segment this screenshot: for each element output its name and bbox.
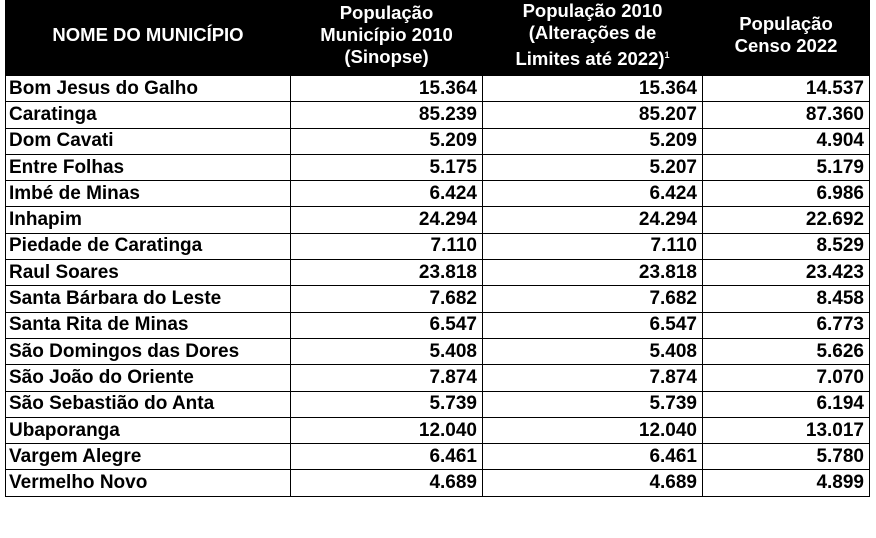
cell-censo2022: 6.773 <box>703 312 870 338</box>
cell-censo2022: 6.986 <box>703 181 870 207</box>
cell-pop2010-sinopse: 5.408 <box>291 338 483 364</box>
table-header <box>6 0 870 76</box>
header-line: (Alterações de <box>528 21 657 43</box>
cell-pop2010-sinopse: 7.110 <box>291 233 483 259</box>
header-line-with-footnote <box>487 44 698 70</box>
cell-censo2022: 7.070 <box>703 365 870 391</box>
cell-censo2022: 5.780 <box>703 444 870 470</box>
cell-pop2010-sinopse: 6.461 <box>291 444 483 470</box>
cell-municipio: Bom Jesus do Galho <box>6 76 291 102</box>
header-municipio-label: NOME DO MUNICÍPIO <box>52 24 244 45</box>
cell-municipio: Raul Soares <box>6 260 291 286</box>
table-row <box>6 417 870 443</box>
header-pop2010-sinopse <box>291 0 483 76</box>
cell-pop2010-alteracoes: 12.040 <box>483 417 703 443</box>
header-line: Município 2010 <box>320 24 453 45</box>
cell-pop2010-alteracoes: 4.689 <box>483 470 703 496</box>
cell-pop2010-sinopse: 23.818 <box>291 260 483 286</box>
cell-pop2010-alteracoes: 5.207 <box>483 154 703 180</box>
cell-municipio: São Sebastião do Anta <box>6 391 291 417</box>
cell-censo2022: 4.904 <box>703 128 870 154</box>
header-pop2010-alteracoes <box>483 0 703 76</box>
cell-censo2022: 13.017 <box>703 417 870 443</box>
header-line: População <box>339 2 434 23</box>
cell-municipio: Entre Folhas <box>6 154 291 180</box>
cell-pop2010-sinopse: 15.364 <box>291 76 483 102</box>
table-row <box>6 260 870 286</box>
cell-pop2010-alteracoes: 24.294 <box>483 207 703 233</box>
cell-pop2010-alteracoes: 5.408 <box>483 338 703 364</box>
header-line: (Sinopse) <box>344 46 429 67</box>
table-row <box>6 365 870 391</box>
cell-municipio: Santa Bárbara do Leste <box>6 286 291 312</box>
cell-pop2010-alteracoes: 23.818 <box>483 260 703 286</box>
cell-censo2022: 14.537 <box>703 76 870 102</box>
cell-pop2010-sinopse: 6.424 <box>291 181 483 207</box>
header-line-text: Limites até 2022) <box>515 48 665 70</box>
cell-censo2022: 8.458 <box>703 286 870 312</box>
cell-pop2010-alteracoes: 7.682 <box>483 286 703 312</box>
cell-municipio: Ubaporanga <box>6 417 291 443</box>
table-row <box>6 76 870 102</box>
cell-municipio: Vermelho Novo <box>6 470 291 496</box>
cell-pop2010-sinopse: 7.682 <box>291 286 483 312</box>
header-row <box>6 0 870 76</box>
cell-municipio: Dom Cavati <box>6 128 291 154</box>
table-row <box>6 312 870 338</box>
cell-municipio: Piedade de Caratinga <box>6 233 291 259</box>
cell-pop2010-alteracoes: 5.739 <box>483 391 703 417</box>
cell-pop2010-alteracoes: 85.207 <box>483 102 703 128</box>
cell-pop2010-sinopse: 24.294 <box>291 207 483 233</box>
table-row <box>6 391 870 417</box>
cell-pop2010-sinopse: 12.040 <box>291 417 483 443</box>
table-row <box>6 128 870 154</box>
cell-municipio: São João do Oriente <box>6 365 291 391</box>
cell-pop2010-alteracoes: 6.424 <box>483 181 703 207</box>
cell-pop2010-alteracoes: 15.364 <box>483 76 703 102</box>
cell-censo2022: 87.360 <box>703 102 870 128</box>
table-row <box>6 181 870 207</box>
cell-pop2010-sinopse: 4.689 <box>291 470 483 496</box>
table-row <box>6 286 870 312</box>
cell-censo2022: 23.423 <box>703 260 870 286</box>
table-body <box>6 76 870 497</box>
cell-censo2022: 22.692 <box>703 207 870 233</box>
footnote-marker: 1 <box>664 49 670 60</box>
cell-municipio: Caratinga <box>6 102 291 128</box>
cell-censo2022: 5.626 <box>703 338 870 364</box>
cell-municipio: Santa Rita de Minas <box>6 312 291 338</box>
cell-municipio: São Domingos das Dores <box>6 338 291 364</box>
cell-pop2010-sinopse: 7.874 <box>291 365 483 391</box>
cell-pop2010-alteracoes: 5.209 <box>483 128 703 154</box>
cell-censo2022: 5.179 <box>703 154 870 180</box>
cell-municipio: Inhapim <box>6 207 291 233</box>
cell-pop2010-sinopse: 85.239 <box>291 102 483 128</box>
cell-censo2022: 8.529 <box>703 233 870 259</box>
header-line: População 2010 <box>522 0 663 21</box>
cell-pop2010-sinopse: 5.739 <box>291 391 483 417</box>
cell-pop2010-alteracoes: 7.110 <box>483 233 703 259</box>
cell-municipio: Imbé de Minas <box>6 181 291 207</box>
table-row <box>6 338 870 364</box>
table-row <box>6 470 870 496</box>
cell-pop2010-alteracoes: 7.874 <box>483 365 703 391</box>
header-censo2022 <box>703 0 870 76</box>
table-row <box>6 207 870 233</box>
cell-pop2010-sinopse: 6.547 <box>291 312 483 338</box>
table-row <box>6 154 870 180</box>
cell-pop2010-sinopse: 5.175 <box>291 154 483 180</box>
header-line: Censo 2022 <box>734 35 838 56</box>
population-table <box>5 0 870 497</box>
header-municipio <box>6 0 291 76</box>
cell-municipio: Vargem Alegre <box>6 444 291 470</box>
cell-pop2010-alteracoes: 6.547 <box>483 312 703 338</box>
cell-pop2010-sinopse: 5.209 <box>291 128 483 154</box>
cell-censo2022: 6.194 <box>703 391 870 417</box>
cell-censo2022: 4.899 <box>703 470 870 496</box>
cell-pop2010-alteracoes: 6.461 <box>483 444 703 470</box>
population-table-container <box>5 0 869 497</box>
table-row <box>6 102 870 128</box>
table-row <box>6 444 870 470</box>
header-line: População <box>739 13 833 34</box>
table-row <box>6 233 870 259</box>
